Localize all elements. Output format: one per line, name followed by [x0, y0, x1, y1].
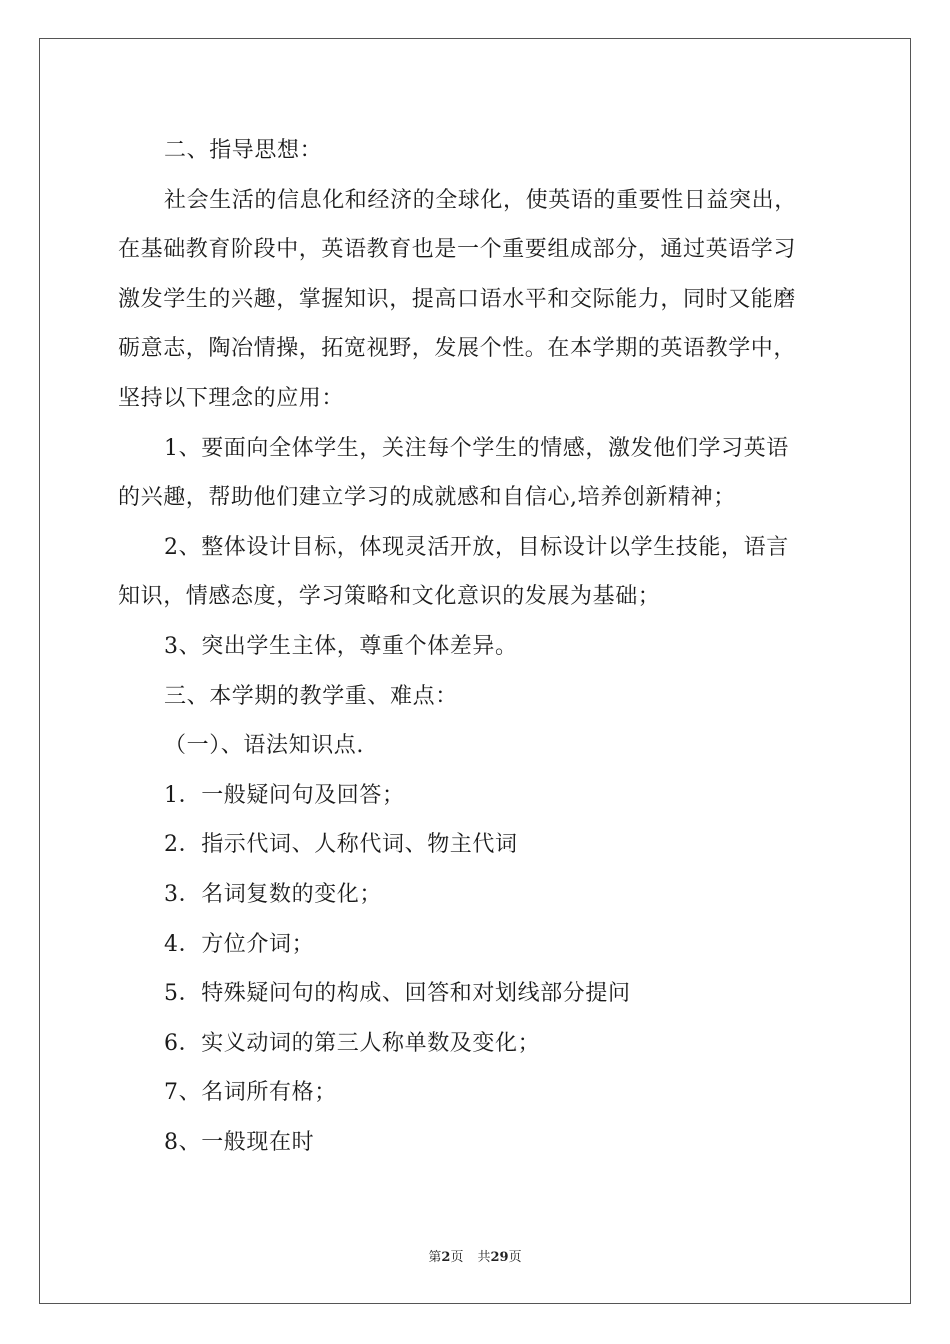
section-heading-key-points: 三、本学期的教学重、难点： [164, 683, 458, 709]
grammar-item: 2．指示代词、人称代词、物主代词 [164, 832, 518, 858]
list-item: 2、整体设计目标，体现灵活开放，目标设计以学生技能，语言 [164, 534, 789, 560]
list-item: 3、突出学生主体，尊重个体差异。 [164, 633, 518, 659]
grammar-item: 6．实义动词的第三人称单数及变化； [164, 1030, 541, 1056]
section-heading-guiding-thought: 二、指导思想： [164, 138, 323, 163]
paragraph-line: 社会生活的信息化和经济的全球化，使英语的重要性日益突出， [164, 187, 797, 213]
total-pages-number: 29 [490, 1250, 509, 1265]
grammar-item: 1．一般疑问句及回答； [164, 782, 405, 808]
page-number-suffix: 页 [450, 1250, 464, 1265]
page-number-prefix: 第 [428, 1250, 442, 1265]
grammar-item: 7、名词所有格； [164, 1080, 337, 1106]
grammar-item: 8、一般现在时 [164, 1129, 315, 1155]
total-pages-suffix: 页 [508, 1250, 522, 1265]
list-item-continuation: 知识，情感态度，学习策略和文化意识的发展为基础； [118, 584, 661, 610]
grammar-item: 3．名词复数的变化； [164, 881, 382, 907]
document-body [118, 126, 838, 1167]
paragraph-line: 激发学生的兴趣，掌握知识，提高口语水平和交际能力，同时又能磨 [118, 286, 797, 312]
subsection-heading-grammar: （一）、语法知识点. [164, 733, 364, 759]
list-item-continuation: 的兴趣，帮助他们建立学习的成就感和自信心,培养创新精神； [118, 485, 736, 511]
grammar-item: 5．特殊疑问句的构成、回答和对划线部分提问 [164, 981, 631, 1007]
page-footer [0, 1246, 950, 1265]
paragraph-line: 砺意志，陶冶情操，拓宽视野，发展个性。在本学期的英语教学中， [118, 336, 797, 362]
grammar-item: 4．方位介词； [164, 931, 315, 957]
paragraph-line: 坚持以下理念的应用： [118, 385, 345, 411]
total-pages-prefix: 共 [477, 1250, 491, 1265]
current-page-number: 2 [441, 1250, 451, 1265]
paragraph-line: 在基础教育阶段中，英语教育也是一个重要组成部分，通过英语学习 [118, 237, 797, 263]
list-item: 1、要面向全体学生，关注每个学生的情感，激发他们学习英语 [164, 435, 789, 461]
